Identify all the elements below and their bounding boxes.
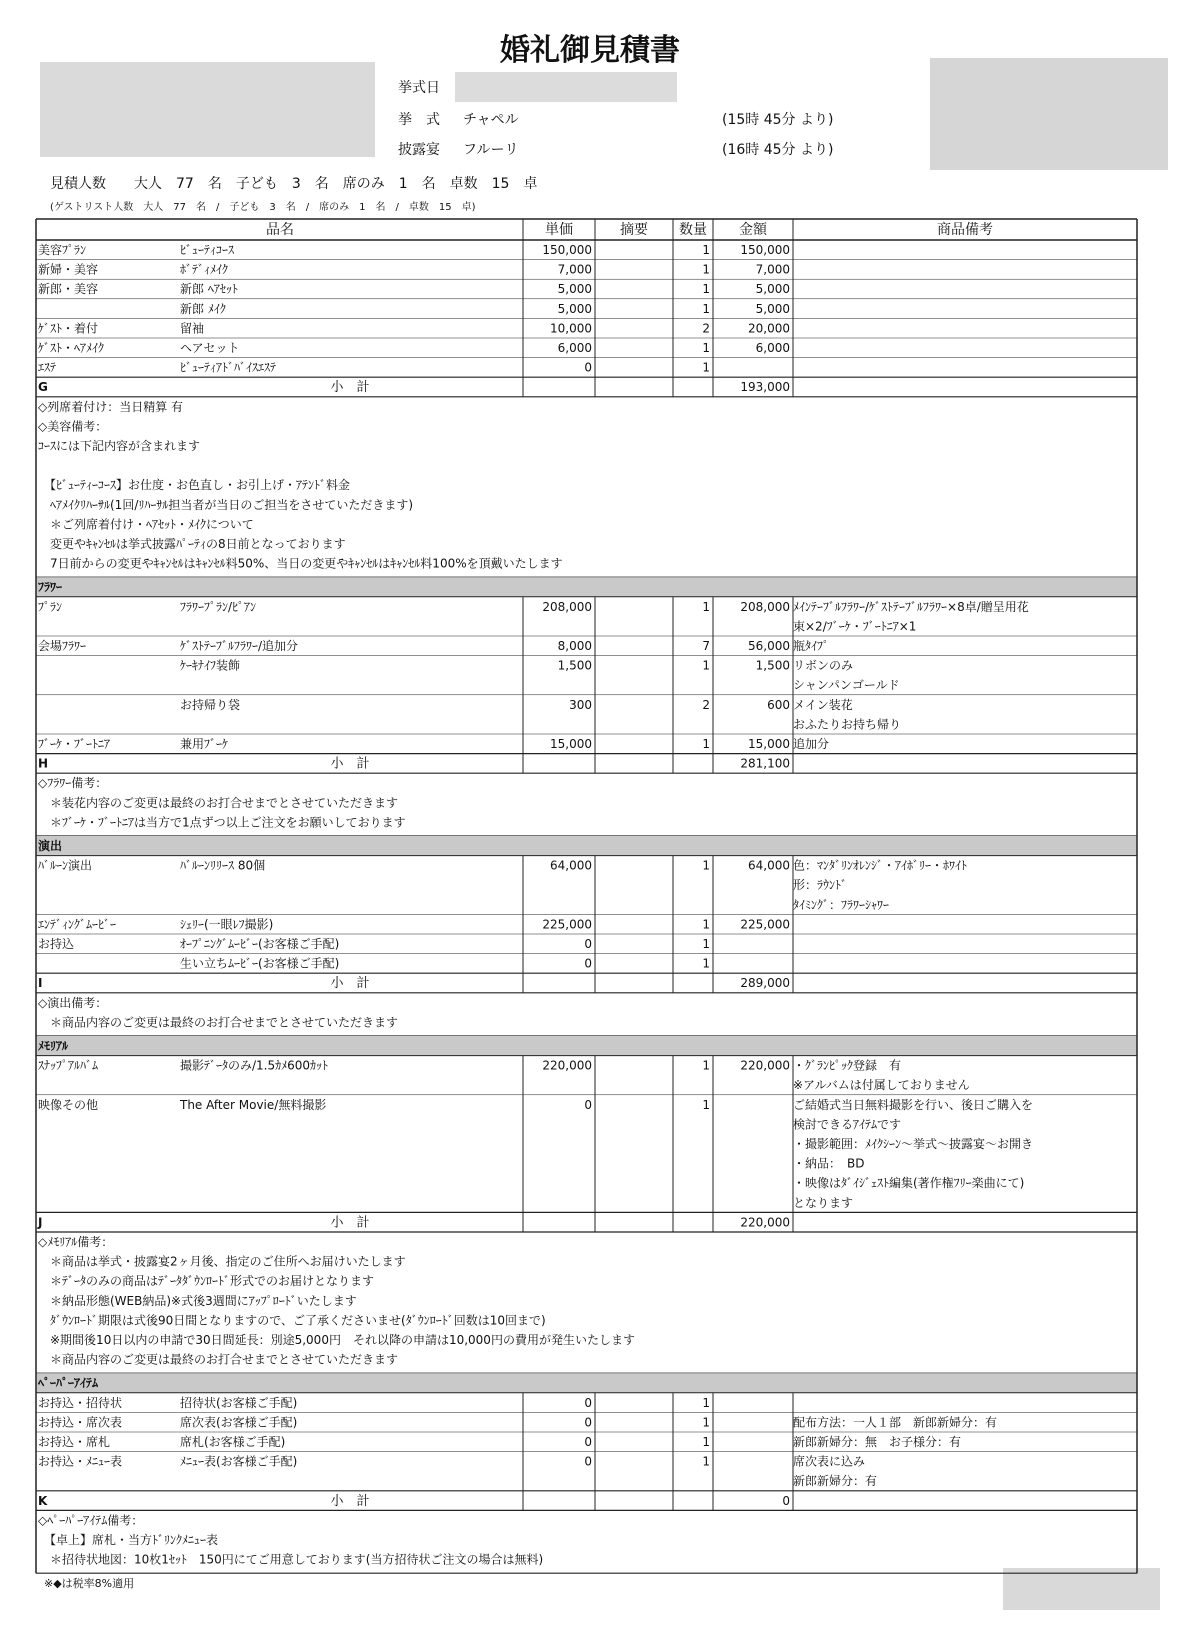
row-item-name: 新郎 ﾍｱｾｯﾄ bbox=[180, 282, 238, 297]
row-amount: 64,000 bbox=[748, 858, 790, 873]
row-unit-price: 5,000 bbox=[557, 282, 592, 297]
redacted-logo-block bbox=[40, 62, 375, 157]
row-item-name: ﾋﾞｭｰﾃｨｺｰｽ bbox=[180, 243, 235, 257]
row-amount: 6,000 bbox=[755, 341, 790, 355]
row-unit-price: 208,000 bbox=[542, 599, 592, 614]
row-unit-price: 0 bbox=[584, 360, 592, 375]
section-remark: ＊ﾃﾞｰﾀのみの商品はﾃﾞｰﾀﾀﾞｳﾝﾛｰﾄﾞ形式でのお届けとなります bbox=[38, 1274, 375, 1289]
section-remark: ＊納品形態(WEB納品)※式後3週間にｱｯﾌﾟﾛｰﾄﾞいたします bbox=[38, 1293, 357, 1308]
row-amount: 5,000 bbox=[755, 301, 790, 316]
section-remark: 【ﾋﾞｭｰﾃｨｰｺｰｽ】お仕度・お色直し・お引上げ・ｱﾃﾝﾄﾞ料金 bbox=[38, 478, 351, 493]
section-remark: ◇演出備考： bbox=[38, 995, 108, 1010]
section-remark: ＊招待状地図：10枚1ｾｯﾄ 150円にてご用意しております(当方招待状ご注文の場合は無料) bbox=[38, 1552, 544, 1567]
section-remark: 7日前からの変更やｷｬﾝｾﾙはｷｬﾝｾﾙ料50%、当日の変更やｷｬﾝｾﾙはｷｬﾝｾﾙ料100%を頂戴いたします bbox=[38, 556, 563, 571]
row-quantity: 1 bbox=[702, 282, 710, 297]
subtotal-code: J bbox=[38, 1215, 43, 1230]
section-remark: ◇ﾍﾟｰﾊﾟｰｱｲﾃﾑ備考： bbox=[38, 1513, 144, 1528]
row-category: お持込 bbox=[38, 937, 75, 951]
redacted-stamp bbox=[1003, 1568, 1160, 1610]
subtotal-code: I bbox=[38, 976, 43, 991]
row-item-name: ﾊﾞﾙｰﾝﾘﾘｰｽ 80個 bbox=[180, 858, 266, 873]
row-note: 色：ﾏﾝﾀﾞﾘﾝｵﾚﾝｼﾞ・ｱｲﾎﾞﾘｰ・ﾎﾜｲﾄ bbox=[793, 858, 968, 873]
row-note: 配布方法：一人１部 新郎新婦分：有 bbox=[793, 1415, 998, 1430]
reception-venue: フルーリ bbox=[463, 142, 519, 158]
reception-label: 披露宴 bbox=[398, 142, 440, 158]
row-item-name: ｹｰｷﾅｲﾌ装飾 bbox=[180, 658, 241, 673]
row-unit-price: 220,000 bbox=[542, 1058, 592, 1073]
row-item-name: 新郎 ﾒｲｸ bbox=[180, 301, 226, 316]
row-note: ご結婚式当日無料撮影を行い、後日ご購入を bbox=[793, 1097, 1034, 1112]
section-remark: ＊装花内容のご変更は最終のお打合せまでとさせていただきます bbox=[38, 795, 399, 810]
subtotal-label: 小 計 bbox=[330, 756, 370, 772]
section-remark: ＊ﾌﾞｰｹ・ﾌﾞｰﾄﾆｱは当方で1点ずつ以上ご注文をお願いしております bbox=[38, 815, 406, 830]
row-note: ・撮影範囲：ﾒｲｸｼｰﾝ〜挙式〜披露宴〜お開き bbox=[793, 1137, 1034, 1151]
row-note: メイン装花 bbox=[793, 697, 853, 712]
section-remark: ◇ﾌﾗﾜｰ備考： bbox=[38, 776, 108, 791]
row-item-name: 撮影ﾃﾞｰﾀのみ/1.5ｶﾒ600ｶｯﾄ bbox=[180, 1058, 329, 1073]
row-note: となります bbox=[793, 1195, 854, 1210]
section-remark: ＊ご列席着付け・ﾍｱｾｯﾄ・ﾒｲｸについて bbox=[38, 517, 254, 532]
row-amount: 1,500 bbox=[755, 658, 790, 673]
row-note: 席次表に込み bbox=[793, 1454, 866, 1469]
row-note: ・納品： BD bbox=[793, 1156, 865, 1171]
column-header: 数量 bbox=[679, 222, 707, 238]
row-quantity: 1 bbox=[702, 956, 710, 971]
headcount-sub: (ゲストリスト人数 大人 77 名 / 子ども 3 名 / 席のみ 1 名 / 卓数 15 卓) bbox=[50, 202, 476, 213]
row-category: 映像その他 bbox=[38, 1097, 99, 1112]
row-item-name: The After Movie/無料撮影 bbox=[180, 1097, 327, 1112]
row-item-name: お持帰り袋 bbox=[180, 697, 241, 712]
row-unit-price: 6,000 bbox=[557, 341, 592, 355]
row-quantity: 1 bbox=[702, 917, 710, 932]
row-quantity: 1 bbox=[702, 1097, 710, 1112]
row-note: シャンパンゴールド bbox=[793, 678, 900, 693]
column-header: 品名 bbox=[266, 222, 294, 238]
row-note: ※アルバムは付属しておりません bbox=[793, 1078, 970, 1093]
row-category: ｽﾅｯﾌﾟｱﾙﾊﾞﾑ bbox=[38, 1058, 99, 1073]
ceremony-venue: チャペル bbox=[463, 112, 519, 128]
row-amount: 220,000 bbox=[740, 1058, 790, 1073]
subtotal-code: K bbox=[38, 1493, 48, 1508]
row-unit-price: 300 bbox=[569, 697, 592, 712]
row-amount: 208,000 bbox=[740, 599, 790, 614]
row-item-name: 招待状(お客様ご手配) bbox=[180, 1395, 298, 1410]
section-title: 演出 bbox=[38, 839, 63, 853]
row-category: お持込・ﾒﾆｭｰ表 bbox=[38, 1454, 123, 1469]
row-item-name: ﾋﾞｭｰﾃｨｱﾄﾞﾊﾞｲｽｴｽﾃ bbox=[180, 360, 277, 375]
section-remark: ﾍｱﾒｲｸﾘﾊｰｻﾙ(1回/ﾘﾊｰｻﾙ担当者が当日のご担当をさせていただきます) bbox=[38, 497, 414, 512]
ceremony-label: 挙 式 bbox=[398, 112, 440, 128]
row-note: ・ｸﾞﾗﾝﾋﾟｯｸ登録 有 bbox=[793, 1058, 902, 1073]
row-amount: 20,000 bbox=[748, 321, 790, 336]
row-category: お持込・席札 bbox=[38, 1435, 111, 1449]
row-amount: 15,000 bbox=[748, 737, 790, 751]
wedding-date-label: 挙式日 bbox=[398, 80, 440, 96]
row-unit-price: 0 bbox=[584, 1435, 592, 1449]
section-remark: ﾀﾞｳﾝﾛｰﾄﾞ期限は式後90日間となりますので、ご了承くださいませ(ﾀﾞｳﾝﾛｰﾄﾞ回数は10回まで) bbox=[38, 1313, 546, 1328]
section-band bbox=[36, 1036, 1137, 1056]
section-remark: ＊商品は挙式・披露宴2ヶ月後、指定のご住所へお届けいたします bbox=[38, 1254, 406, 1269]
section-title: ﾍﾟｰﾊﾟｰｱｲﾃﾑ bbox=[38, 1376, 99, 1391]
row-note: リボンのみ bbox=[793, 658, 854, 673]
row-amount: 7,000 bbox=[755, 262, 790, 277]
row-quantity: 1 bbox=[702, 1415, 710, 1430]
row-category: ﾌﾞｰｹ・ﾌﾞｰﾄﾆｱ bbox=[38, 737, 111, 751]
section-title: ﾌﾗﾜｰ bbox=[38, 580, 63, 595]
redacted-customer-block bbox=[930, 58, 1168, 170]
row-category: ｴｽﾃ bbox=[38, 360, 57, 375]
row-category: ﾌﾟﾗﾝ bbox=[38, 599, 63, 614]
row-unit-price: 0 bbox=[584, 1097, 592, 1112]
row-category: ｴﾝﾃﾞｨﾝｸﾞﾑｰﾋﾞｰ bbox=[38, 917, 117, 932]
row-unit-price: 7,000 bbox=[557, 262, 592, 277]
row-quantity: 1 bbox=[702, 341, 710, 355]
column-header: 単価 bbox=[545, 222, 573, 238]
row-quantity: 1 bbox=[702, 1435, 710, 1449]
row-unit-price: 15,000 bbox=[550, 737, 592, 751]
row-unit-price: 8,000 bbox=[557, 639, 592, 653]
row-quantity: 2 bbox=[702, 321, 710, 336]
row-item-name: ｹﾞｽﾄﾃｰﾌﾞﾙﾌﾗﾜｰ/追加分 bbox=[180, 639, 299, 653]
redacted-date-field bbox=[455, 72, 677, 102]
row-amount: 5,000 bbox=[755, 282, 790, 297]
row-quantity: 7 bbox=[702, 639, 710, 653]
row-item-name: ヘアセット bbox=[180, 341, 240, 355]
column-header: 摘要 bbox=[620, 222, 648, 238]
row-item-name: 留袖 bbox=[180, 321, 205, 336]
section-title: ﾒﾓﾘｱﾙ bbox=[38, 1039, 69, 1053]
row-quantity: 2 bbox=[702, 697, 710, 712]
row-unit-price: 1,500 bbox=[557, 658, 592, 673]
headcount-main: 見積人数 大人 77 名 子ども 3 名 席のみ 1 名 卓数 15 卓 bbox=[50, 176, 538, 192]
subtotal-label: 小 計 bbox=[330, 976, 370, 992]
row-quantity: 1 bbox=[702, 243, 710, 257]
subtotal-label: 小 計 bbox=[330, 1215, 370, 1231]
subtotal-amount: 193,000 bbox=[740, 380, 790, 395]
section-remark: ＊商品内容のご変更は最終のお打合せまでとさせていただきます bbox=[38, 1015, 399, 1030]
document-title: 婚礼御見積書 bbox=[500, 33, 680, 68]
row-note: 新郎新婦分：有 bbox=[793, 1474, 878, 1489]
row-category: 新婦・美容 bbox=[38, 262, 99, 277]
row-item-name: 兼用ﾌﾞｰｹ bbox=[180, 737, 229, 751]
row-quantity: 1 bbox=[702, 262, 710, 277]
ceremony-time: (15時 45分 より) bbox=[722, 112, 834, 128]
row-note: ・映像はﾀﾞｲｼﾞｪｽﾄ編集(著作権ﾌﾘｰ楽曲にて) bbox=[793, 1176, 1025, 1191]
row-quantity: 1 bbox=[702, 737, 710, 751]
row-unit-price: 64,000 bbox=[550, 858, 592, 873]
column-header: 商品備考 bbox=[937, 222, 993, 238]
row-quantity: 1 bbox=[702, 301, 710, 316]
subtotal-amount: 289,000 bbox=[740, 976, 790, 991]
row-category: 美容ﾌﾟﾗﾝ bbox=[38, 243, 87, 257]
subtotal-code: H bbox=[38, 756, 49, 771]
footnote: ※◆は税率8%適用 bbox=[44, 1577, 135, 1590]
subtotal-amount: 220,000 bbox=[740, 1215, 790, 1230]
section-remark: ＊商品内容のご変更は最終のお打合せまでとさせていただきます bbox=[38, 1352, 399, 1367]
row-category: ｹﾞｽﾄ・着付 bbox=[38, 321, 99, 336]
row-note: 形：ﾗｳﾝﾄﾞ bbox=[793, 878, 848, 893]
row-amount: 150,000 bbox=[740, 243, 790, 257]
row-unit-price: 150,000 bbox=[542, 243, 592, 257]
row-unit-price: 0 bbox=[584, 956, 592, 971]
row-unit-price: 0 bbox=[584, 1454, 592, 1469]
row-quantity: 1 bbox=[702, 1395, 710, 1410]
section-band bbox=[36, 1373, 1137, 1393]
row-note: 追加分 bbox=[793, 737, 830, 751]
row-quantity: 1 bbox=[702, 937, 710, 951]
row-quantity: 1 bbox=[702, 1454, 710, 1469]
row-note: 瓶ﾀｲﾌﾟ bbox=[793, 639, 830, 653]
row-quantity: 1 bbox=[702, 599, 710, 614]
row-amount: 600 bbox=[767, 697, 790, 712]
row-item-name: ﾎﾞﾃﾞｨﾒｲｸ bbox=[180, 262, 229, 277]
row-item-name: ｵｰﾌﾟﾆﾝｸﾞﾑｰﾋﾞｰ(お客様ご手配) bbox=[180, 937, 340, 951]
section-remark: ◇列席着付け：当日精算 有 bbox=[38, 399, 184, 414]
row-amount: 56,000 bbox=[748, 639, 790, 653]
row-category: お持込・招待状 bbox=[38, 1395, 123, 1410]
row-quantity: 1 bbox=[702, 858, 710, 873]
row-item-name: ｼｪﾘｰ(一眼ﾚﾌ撮影) bbox=[180, 917, 274, 932]
row-category: ﾊﾞﾙｰﾝ演出 bbox=[38, 858, 93, 873]
row-unit-price: 5,000 bbox=[557, 301, 592, 316]
row-note: ﾒｲﾝﾃｰﾌﾞﾙﾌﾗﾜｰ/ｹﾞｽﾄﾃｰﾌﾞﾙﾌﾗﾜｰ×8卓/贈呈用花 bbox=[793, 599, 1029, 614]
row-quantity: 1 bbox=[702, 1058, 710, 1073]
row-item-name: 席札(お客様ご手配) bbox=[180, 1435, 286, 1449]
row-note: ﾀｲﾐﾝｸﾞ：ﾌﾗﾜｰｼｬﾜｰ bbox=[793, 897, 890, 912]
row-item-name: 生い立ちﾑｰﾋﾞｰ(お客様ご手配) bbox=[180, 956, 340, 971]
row-item-name: ﾌﾗﾜｰﾌﾟﾗﾝ/ﾋﾟｱﾝ bbox=[180, 599, 257, 614]
row-quantity: 1 bbox=[702, 360, 710, 375]
row-unit-price: 0 bbox=[584, 1415, 592, 1430]
row-note: おふたりお持ち帰り bbox=[793, 717, 902, 732]
row-category: 会場ﾌﾗﾜｰ bbox=[38, 639, 87, 653]
section-remark: ◇ﾒﾓﾘｱﾙ備考： bbox=[38, 1235, 114, 1249]
estimate-table bbox=[36, 219, 1137, 1573]
row-category: お持込・席次表 bbox=[38, 1415, 123, 1430]
row-unit-price: 10,000 bbox=[550, 321, 592, 336]
subtotal-amount: 281,100 bbox=[740, 756, 790, 771]
section-band bbox=[36, 836, 1137, 856]
row-unit-price: 0 bbox=[584, 1395, 592, 1410]
row-note: 束×2/ﾌﾞｰｹ・ﾌﾞｰﾄﾆｱ×1 bbox=[793, 619, 917, 634]
row-note: 検討できるｱｲﾃﾑです bbox=[793, 1117, 902, 1132]
row-item-name: 席次表(お客様ご手配) bbox=[180, 1415, 298, 1430]
subtotal-amount: 0 bbox=[782, 1493, 790, 1508]
section-remark: ◇美容備考： bbox=[38, 419, 108, 434]
row-item-name: ﾒﾆｭｰ表(お客様ご手配) bbox=[180, 1454, 298, 1469]
row-unit-price: 225,000 bbox=[542, 917, 592, 932]
section-remark: ※期間後10日以内の申請で30日間延長：別途5,000円 それ以降の申請は10,000円の費用が発生いたします bbox=[38, 1333, 635, 1347]
column-header: 金額 bbox=[739, 222, 767, 238]
row-note: 新郎新婦分：無 お子様分：有 bbox=[793, 1435, 962, 1449]
subtotal-label: 小 計 bbox=[330, 1493, 370, 1509]
section-remark: 変更やｷｬﾝｾﾙは挙式披露ﾊﾟｰﾃｨの8日前となっております bbox=[38, 537, 346, 551]
reception-time: (16時 45分 より) bbox=[722, 142, 834, 158]
row-category: 新郎・美容 bbox=[38, 282, 99, 297]
row-amount: 225,000 bbox=[740, 917, 790, 932]
row-quantity: 1 bbox=[702, 658, 710, 673]
subtotal-label: 小 計 bbox=[330, 380, 370, 396]
section-band bbox=[36, 577, 1137, 597]
row-unit-price: 0 bbox=[584, 937, 592, 951]
row-category: ｹﾞｽﾄ・ﾍｱﾒｲｸ bbox=[38, 341, 105, 355]
subtotal-code: G bbox=[38, 380, 48, 395]
section-remark: ｺｰｽには下記内容が含まれます bbox=[38, 439, 201, 453]
section-remark: 【卓上】席札・当方ﾄﾞﾘﾝｸﾒﾆｭｰ表 bbox=[38, 1533, 219, 1547]
